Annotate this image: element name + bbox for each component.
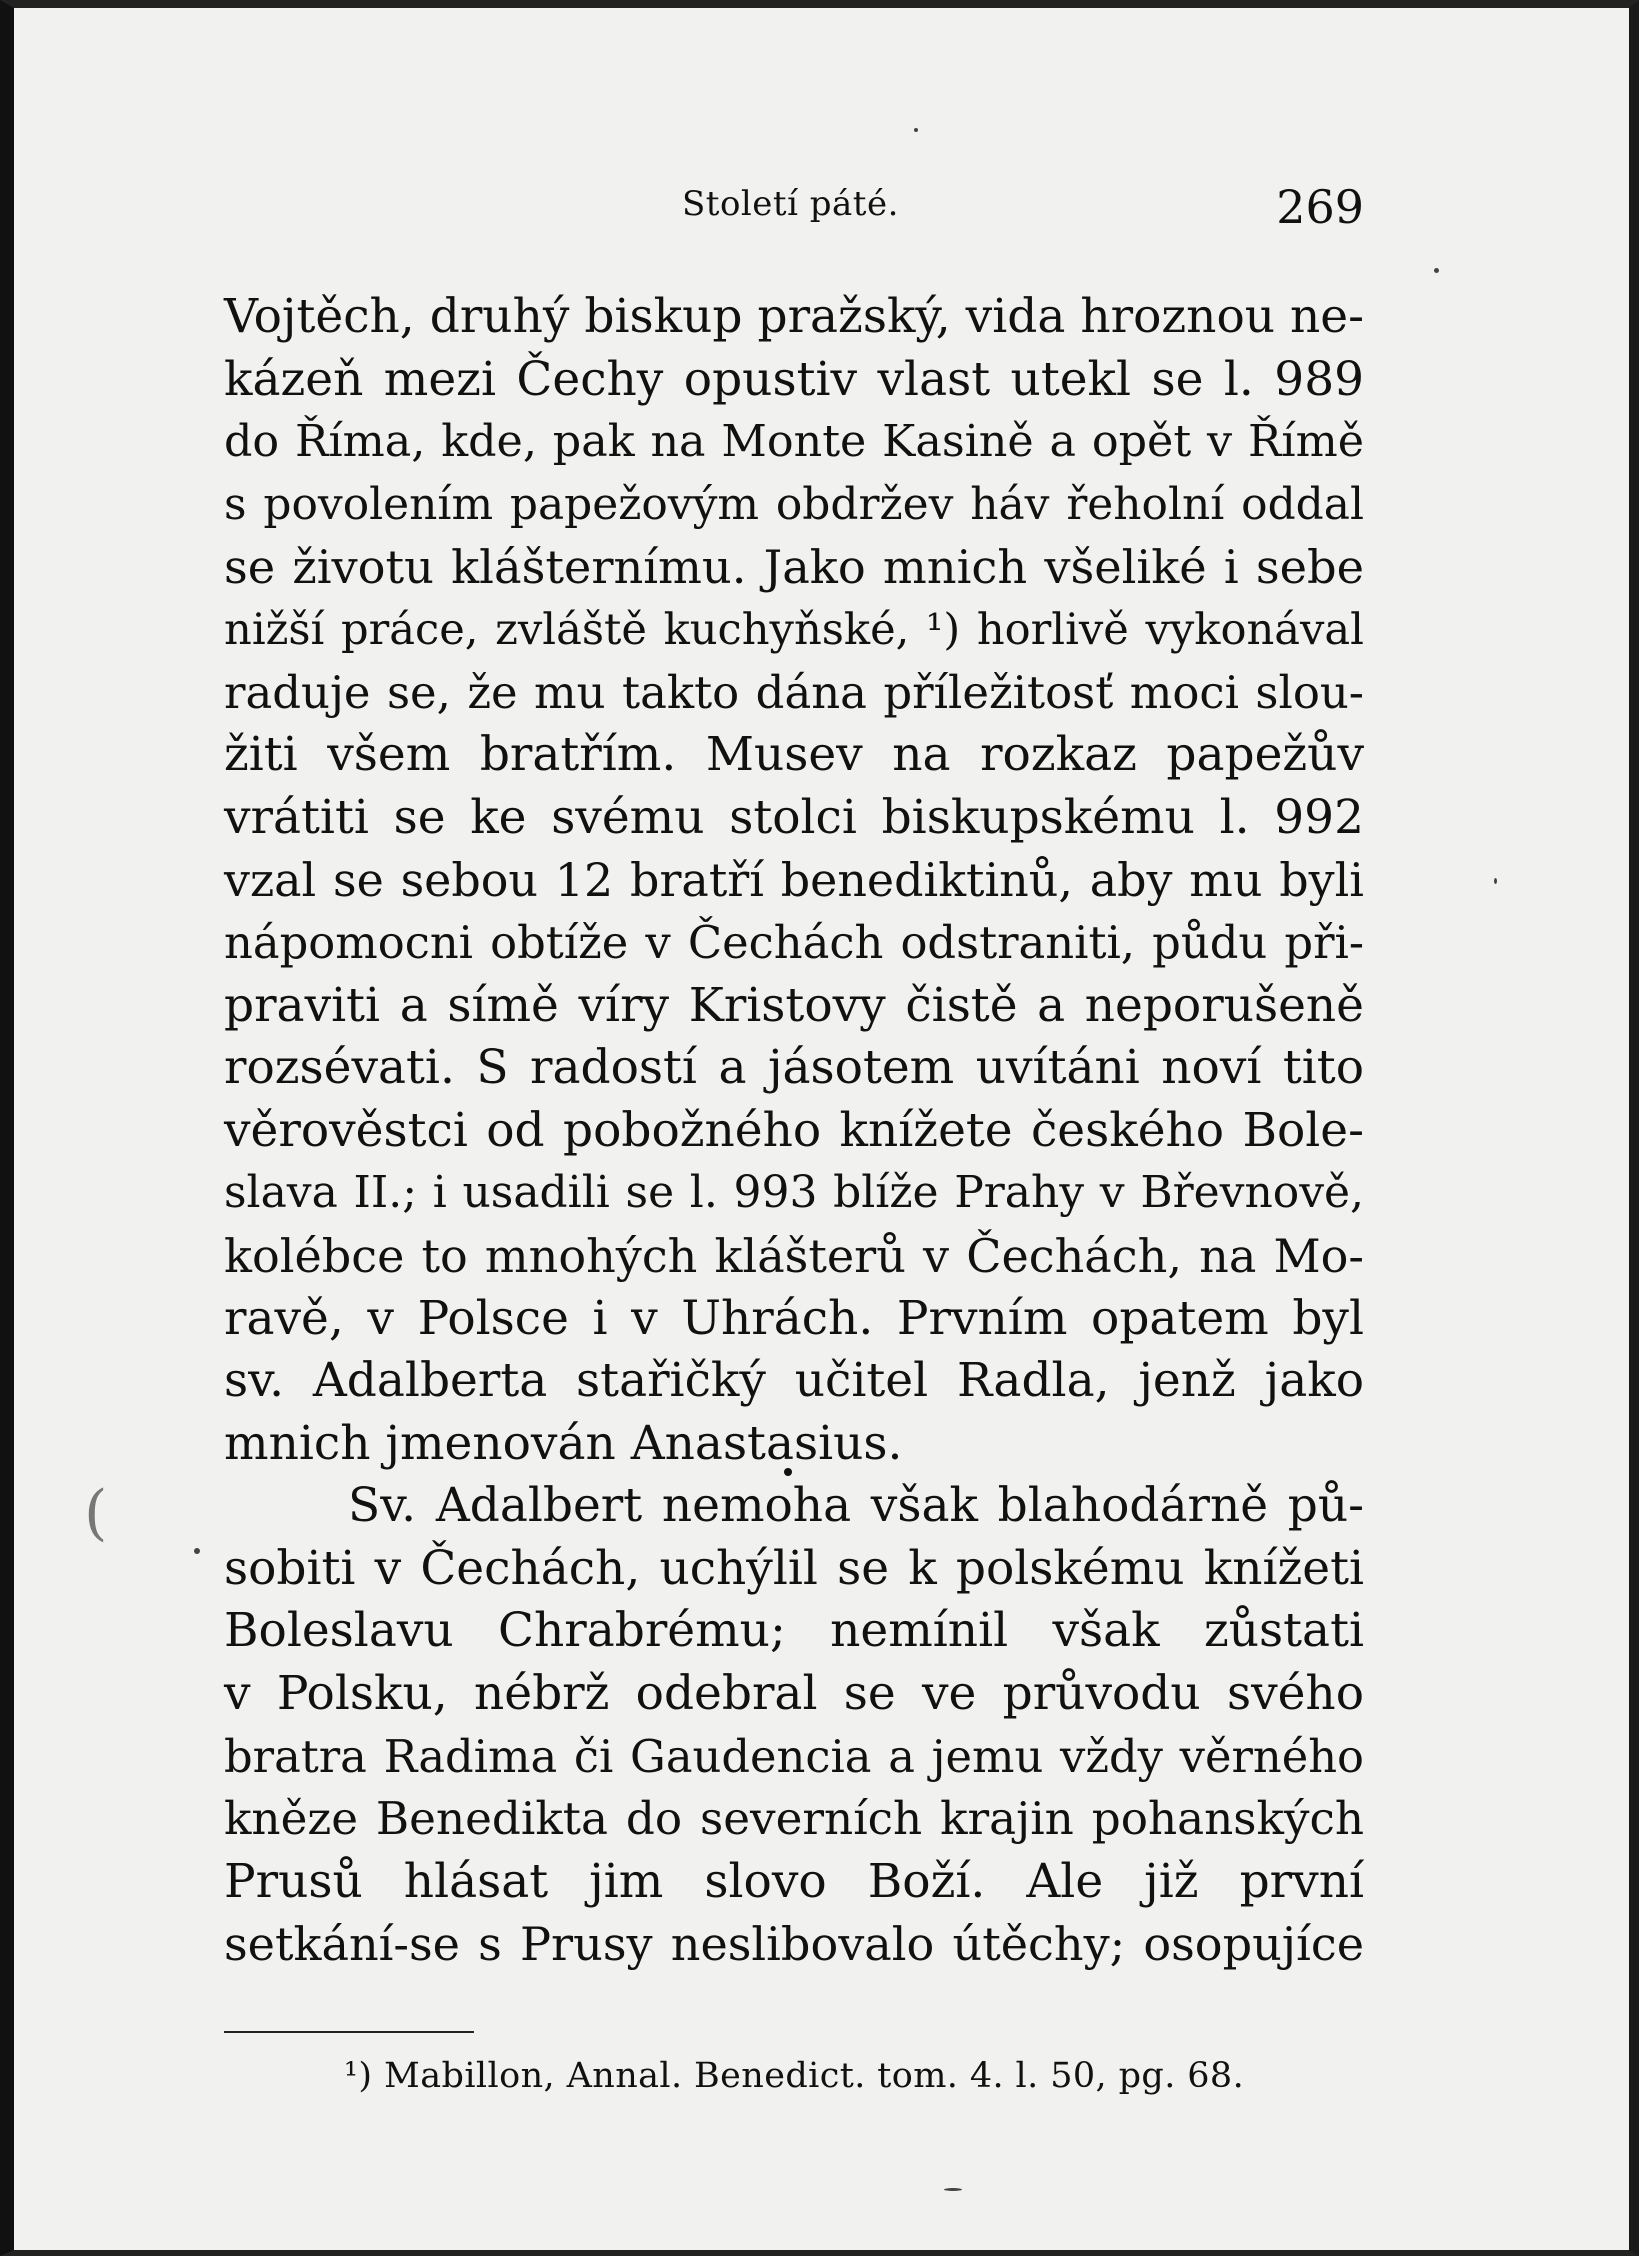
paper-speck bbox=[1494, 878, 1497, 884]
text-line: setkání-se s Prusy neslibovalo útěchy; osopujíce bbox=[224, 1917, 1364, 1972]
text-line: Prusů hlásat jim slovo Boží. Ale již první bbox=[224, 1853, 1364, 1909]
paper-speck bbox=[194, 1548, 200, 1554]
paragraph bbox=[224, 286, 1364, 1475]
page-number: 269 bbox=[1276, 180, 1364, 234]
text-line: ravě, v Polsce i v Uhrách. Prvním opatem byl bbox=[224, 1290, 1364, 1346]
text-line: v Polsku, nébrž odebral se ve průvodu svého bbox=[224, 1666, 1364, 1722]
text-line: do Říma, kde, pak na Monte Kasině a opět v Římě bbox=[224, 416, 1364, 468]
text-line: nižší práce, zvláště kuchyňské, ¹) horlivě vykonával bbox=[224, 604, 1364, 655]
running-title: Století páté. bbox=[682, 184, 899, 224]
text-line: žiti všem bratřím. Musev na rozkaz papežův bbox=[224, 727, 1364, 783]
text-line: praviti a símě víry Kristovy čistě a neporušeně bbox=[224, 977, 1364, 1033]
text-line: nápomocni obtíže v Čechách odstraniti, půdu při- bbox=[224, 915, 1364, 969]
text-line: kněze Benedikta do severních krajin pohanských bbox=[224, 1792, 1364, 1846]
paper-speck bbox=[914, 128, 918, 132]
text-line: kázeň mezi Čechy opustiv vlast utekl se l. 989 bbox=[224, 351, 1364, 407]
text-line: slava II.; i usadili se l. 993 blíže Prahy v Břevnově, bbox=[224, 1167, 1364, 1219]
text-line: raduje se, že mu takto dána příležitosť moci slou- bbox=[224, 665, 1364, 719]
text-line: Vojtěch, druhý biskup pražský, vida hroznou ne- bbox=[224, 289, 1364, 344]
page-header bbox=[214, 180, 1364, 240]
margin-mark: ( bbox=[84, 1478, 108, 1548]
body-text bbox=[224, 286, 1364, 1976]
text-line: se životu klášternímu. Jako mnich všeliké i sebe bbox=[224, 540, 1364, 595]
text-line: vrátiti se ke svému stolci biskupskému l. 992 bbox=[224, 789, 1364, 845]
text-line: mnich jmenován Anastasius. bbox=[224, 1415, 903, 1471]
text-line: rozsévati. S radostí a jásotem uvítáni noví tito bbox=[224, 1040, 1364, 1096]
footnote-rule bbox=[224, 2031, 474, 2033]
text-line: kolébce to mnohých klášterů v Čechách, na Mo- bbox=[224, 1228, 1364, 1283]
text-line: sobiti v Čechách, uchýlil se k polskému knížeti bbox=[224, 1540, 1364, 1596]
paper-speck bbox=[944, 2188, 962, 2191]
text-line: bratra Radima či Gaudencia a jemu vždy věrného bbox=[224, 1729, 1364, 1783]
footnote bbox=[344, 2056, 1244, 2096]
paper-speck bbox=[1434, 268, 1439, 273]
text-line: sv. Adalberta stařičký učitel Radla, jenž jako bbox=[224, 1353, 1364, 1409]
text-line: vzal se sebou 12 bratří benediktinů, aby mu byli bbox=[224, 853, 1364, 908]
text-line: Boleslavu Chrabrému; nemínil však zůstati bbox=[224, 1603, 1364, 1659]
text-line: s povolením papežovým obdržev háv řeholní oddal bbox=[224, 478, 1364, 530]
footnote-marker: ¹) bbox=[344, 2056, 373, 2096]
footnote-text: Mabillon, Annal. Benedict. tom. 4. l. 50, pg. 68. bbox=[384, 2056, 1245, 2096]
paragraph bbox=[224, 1475, 1364, 1976]
text-line: věrověstci od pobožného knížete českého Bole- bbox=[224, 1102, 1364, 1158]
text-line: Sv. Adalbert nemoha však blahodárně pů- bbox=[348, 1478, 1364, 1534]
